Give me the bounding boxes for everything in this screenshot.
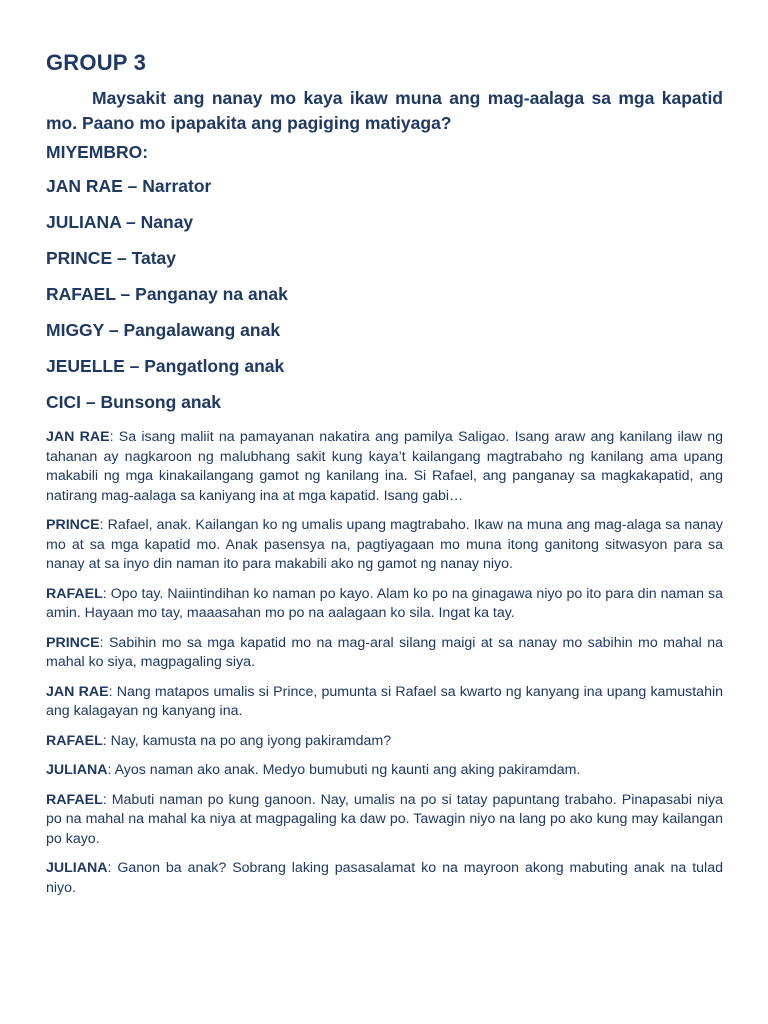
member-item: JULIANA – Nanay [46, 212, 194, 232]
script-line [46, 791, 723, 850]
dialogue-text: : Ayos naman ako anak. Medyo bumubuti ng kaunti ang aking pakiramdam. [107, 762, 581, 778]
member-item: CICI – Bunsong anak [46, 392, 222, 412]
group-title: GROUP 3 [46, 50, 147, 75]
script-line [46, 859, 723, 898]
dialogue-text: : Ganon ba anak? Sobrang laking pasasalamat ko na mayroon akong mabuting anak na tulad niyo. [46, 860, 723, 896]
script-line [46, 761, 723, 781]
member-item: JAN RAE – Narrator [46, 176, 212, 196]
member-item: JEUELLE – Pangatlong anak [46, 356, 285, 376]
script-line [46, 428, 723, 506]
dialogue-text: : Nang matapos umalis si Prince, pumunta si Rafael sa kwarto ng kanyang ina upang kamustahin ang kalagayan ng kanyang ina. [46, 683, 724, 719]
speaker-name: PRINCE [46, 517, 100, 533]
speaker-name: JULIANA [46, 860, 108, 876]
speaker-name: JAN RAE [46, 429, 110, 445]
speaker-name: PRINCE [46, 634, 100, 651]
speaker-name: JAN RAE [46, 683, 109, 700]
member-item: RAFAEL – Panganay na anak [46, 284, 288, 304]
member-item: MIGGY – Pangalawang anak [46, 320, 281, 340]
dialogue-text: : Rafael, anak. Kailangan ko ng umalis upang magtrabaho. Ikaw na muna ang mag-alaga sa nanay mo at sa mga kapatid mo. Anak pasensya na, pagtiyagaan mo muna itong ganitong sitwasyon para sa nanay at sa inyo din naman ito para makabili ako ng gamot ng nanay niyo. [46, 517, 723, 572]
script-line [46, 683, 723, 722]
speaker-name: RAFAEL [46, 585, 103, 602]
speaker-name: RAFAEL [46, 732, 103, 749]
member-item: PRINCE – Tatay [46, 248, 176, 268]
dialogue-text: : Mabuti naman po kung ganoon. Nay, umalis na po si tatay papuntang trabaho. Pinapasabi niya po na mahal na mahal ka niya at magpagaling ka daw po. Tawagin niyo na lang po ako kung may kailangan po kayo. [46, 791, 723, 847]
script [46, 428, 723, 898]
dialogue-text: : Opo tay. Naiintindihan ko naman po kayo. Alam ko po na ginagawa niyo po ito para din naman sa amin. Hayaan mo tay, maaasahan mo po na aalagaan ko sila. Ingat ka tay. [46, 585, 723, 621]
script-line [46, 634, 723, 673]
speaker-name: JULIANA [46, 762, 108, 778]
members-heading: MIYEMBRO: [46, 142, 149, 162]
dialogue-text: : Sa isang maliit na pamayanan nakatira ang pamilya Saligao. Isang araw ang kanilang ilaw ng tahanan ay nagkaroon ng malubhang sakit kung kaya’t kailangang magtrabaho ng kanilang ama upang makabili ng mga kinakailangang gamot ng kanilang ina. Si Rafael, ang panganay sa magkakapatid, ang natirang mag-aalaga sa kaniyang ina at mga kapatid. Isang gabi… [46, 429, 724, 504]
script-line [46, 516, 723, 575]
dialogue-text: : Sabihin mo sa mga kapatid mo na mag-aral silang maigi at sa nanay mo sabihin mo mahal na mahal ko siya, magpagaling siya. [46, 634, 723, 670]
script-line [46, 585, 723, 624]
dialogue-text: : Nay, kamusta na po ang iyong pakiramdam? [102, 732, 392, 749]
speaker-name: RAFAEL [46, 791, 103, 808]
document-page [46, 50, 723, 908]
script-line [46, 732, 723, 752]
task-question: Maysakit ang nanay mo kaya ikaw muna ang mag-aalaga sa mga kapatid mo. Paano mo ipapakita ang pagiging matiyaga? [46, 88, 723, 133]
